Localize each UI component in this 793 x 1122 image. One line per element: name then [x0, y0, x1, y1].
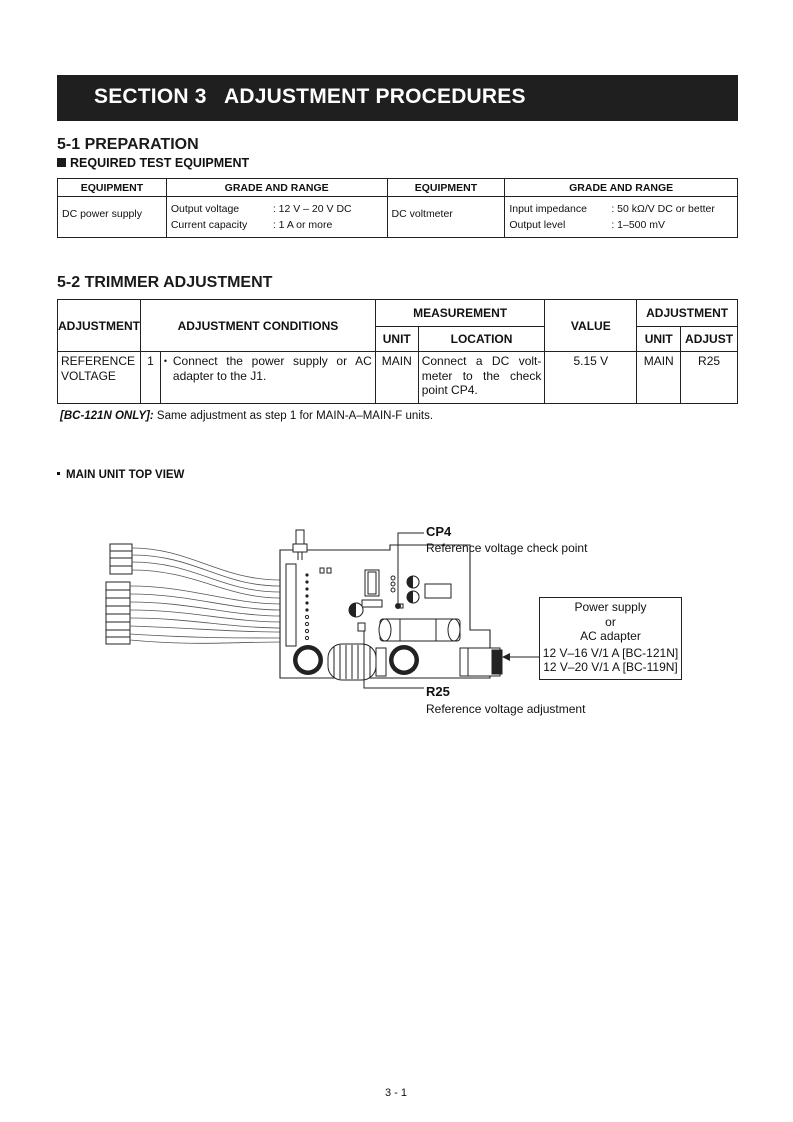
r25-label: R25 — [426, 684, 450, 699]
cp4-description: Reference voltage check point — [426, 541, 588, 555]
equipment-table-header — [58, 179, 738, 197]
grade-item — [509, 217, 733, 233]
grade-value: : 50 kΩ/V DC or better — [611, 203, 715, 215]
arrow-icon — [502, 653, 510, 661]
grade-label: Current capacity — [170, 219, 248, 231]
cp4-marker — [395, 603, 401, 609]
grade-label: Output voltage — [170, 203, 240, 215]
power-supply-box — [539, 597, 682, 680]
grade-item — [171, 201, 383, 217]
grade-range-header: GRADE AND RANGE — [166, 179, 387, 197]
grade-item — [509, 201, 733, 217]
grade-cell — [166, 197, 387, 238]
trimmer-header-row — [58, 300, 738, 327]
r25-description: Reference voltage adjustment — [426, 702, 586, 716]
adjustment-group-header: ADJUSTMENT — [637, 300, 738, 327]
wire-harness-icon — [130, 548, 282, 643]
adj-unit-cell: MAIN — [637, 352, 681, 404]
equipment-cell — [58, 197, 167, 238]
equipment-header: EQUIPMENT — [58, 179, 167, 197]
condition-text: Connect the power supply or AC adapter to the J1. — [172, 354, 372, 383]
conditions-header: ADJUSTMENT CONDITIONS — [141, 300, 376, 352]
power-box-line: 12 V–20 V/1 A [BC-119N] — [543, 660, 678, 674]
table-row — [58, 197, 738, 238]
equipment-header: EQUIPMENT — [387, 179, 505, 197]
cylinder-component-icon — [379, 619, 460, 641]
equipment-name: DC voltmeter — [391, 208, 453, 220]
cp4-label: CP4 — [426, 524, 452, 539]
grade-range-header: GRADE AND RANGE — [505, 179, 738, 197]
equipment-cell — [387, 197, 505, 238]
wire-connector-icon — [106, 544, 132, 644]
measurement-unit-cell: MAIN — [375, 352, 418, 404]
condition-item — [164, 354, 372, 383]
square-bullet-icon — [57, 158, 66, 167]
note-text: Same adjustment as step 1 for MAIN-A–MAIN-F units. — [153, 410, 434, 422]
adjustment-line: VOLTAGE — [61, 368, 116, 383]
condition-bullet: • — [163, 356, 168, 366]
section-title: SECTION 3 ADJUSTMENT PROCEDURES — [94, 85, 526, 108]
adjust-header: ADJUST — [681, 327, 738, 352]
coil-icon — [328, 644, 386, 680]
trimmer-table — [57, 299, 738, 404]
trimmer-heading: 5-2 TRIMMER ADJUSTMENT — [57, 274, 273, 291]
grade-value: : 12 V – 20 V DC — [272, 203, 352, 215]
grade-item — [171, 217, 383, 233]
grade-cell — [505, 197, 738, 238]
measurement-header: MEASUREMENT — [375, 300, 545, 327]
power-box-line: AC adapter — [580, 629, 641, 643]
required-equipment-subheading — [57, 156, 249, 170]
location-cell: Connect a DC volt-meter to the check point CP4. — [418, 352, 545, 404]
grade-value: : 1–500 mV — [611, 219, 666, 231]
bc121n-note — [60, 410, 433, 422]
adjustment-header: ADJUSTMENT — [58, 300, 141, 352]
grade-label: Output level — [509, 219, 566, 231]
equipment-name: DC power supply — [62, 208, 142, 220]
step-cell: 1 — [141, 352, 161, 404]
adj-unit-header: UNIT — [637, 327, 681, 352]
dc-jack-icon — [460, 648, 502, 676]
equipment-table — [57, 178, 738, 238]
adjustment-line: REFERENCE — [61, 354, 136, 368]
board-connector-icon — [286, 564, 296, 646]
section-banner — [57, 75, 738, 121]
value-cell: 5.15 V — [545, 352, 637, 404]
location-header: LOCATION — [418, 327, 545, 352]
required-equipment-label: REQUIRED TEST EQUIPMENT — [70, 156, 250, 170]
table-row — [58, 352, 738, 404]
grade-label: Input impedance — [509, 203, 587, 215]
diagram-title-text: MAIN UNIT TOP VIEW — [66, 469, 185, 481]
adjust-cell: R25 — [681, 352, 738, 404]
power-box-line: 12 V–16 V/1 A [BC-121N] — [542, 645, 679, 660]
grade-value: : 1 A or more — [272, 219, 333, 231]
preparation-heading: 5-1 PREPARATION — [57, 136, 199, 153]
adjustment-cell — [58, 352, 141, 404]
unit-header: UNIT — [375, 327, 418, 352]
value-header: VALUE — [545, 300, 637, 352]
page-number: 3 - 1 — [385, 1087, 408, 1099]
condition-cell — [160, 352, 375, 404]
power-box-line: Power supply — [574, 600, 647, 614]
diagram-title — [57, 469, 184, 481]
note-label: [BC-121N ONLY]: — [60, 410, 154, 422]
bullet-icon — [57, 472, 60, 475]
power-box-line: or — [605, 614, 616, 629]
